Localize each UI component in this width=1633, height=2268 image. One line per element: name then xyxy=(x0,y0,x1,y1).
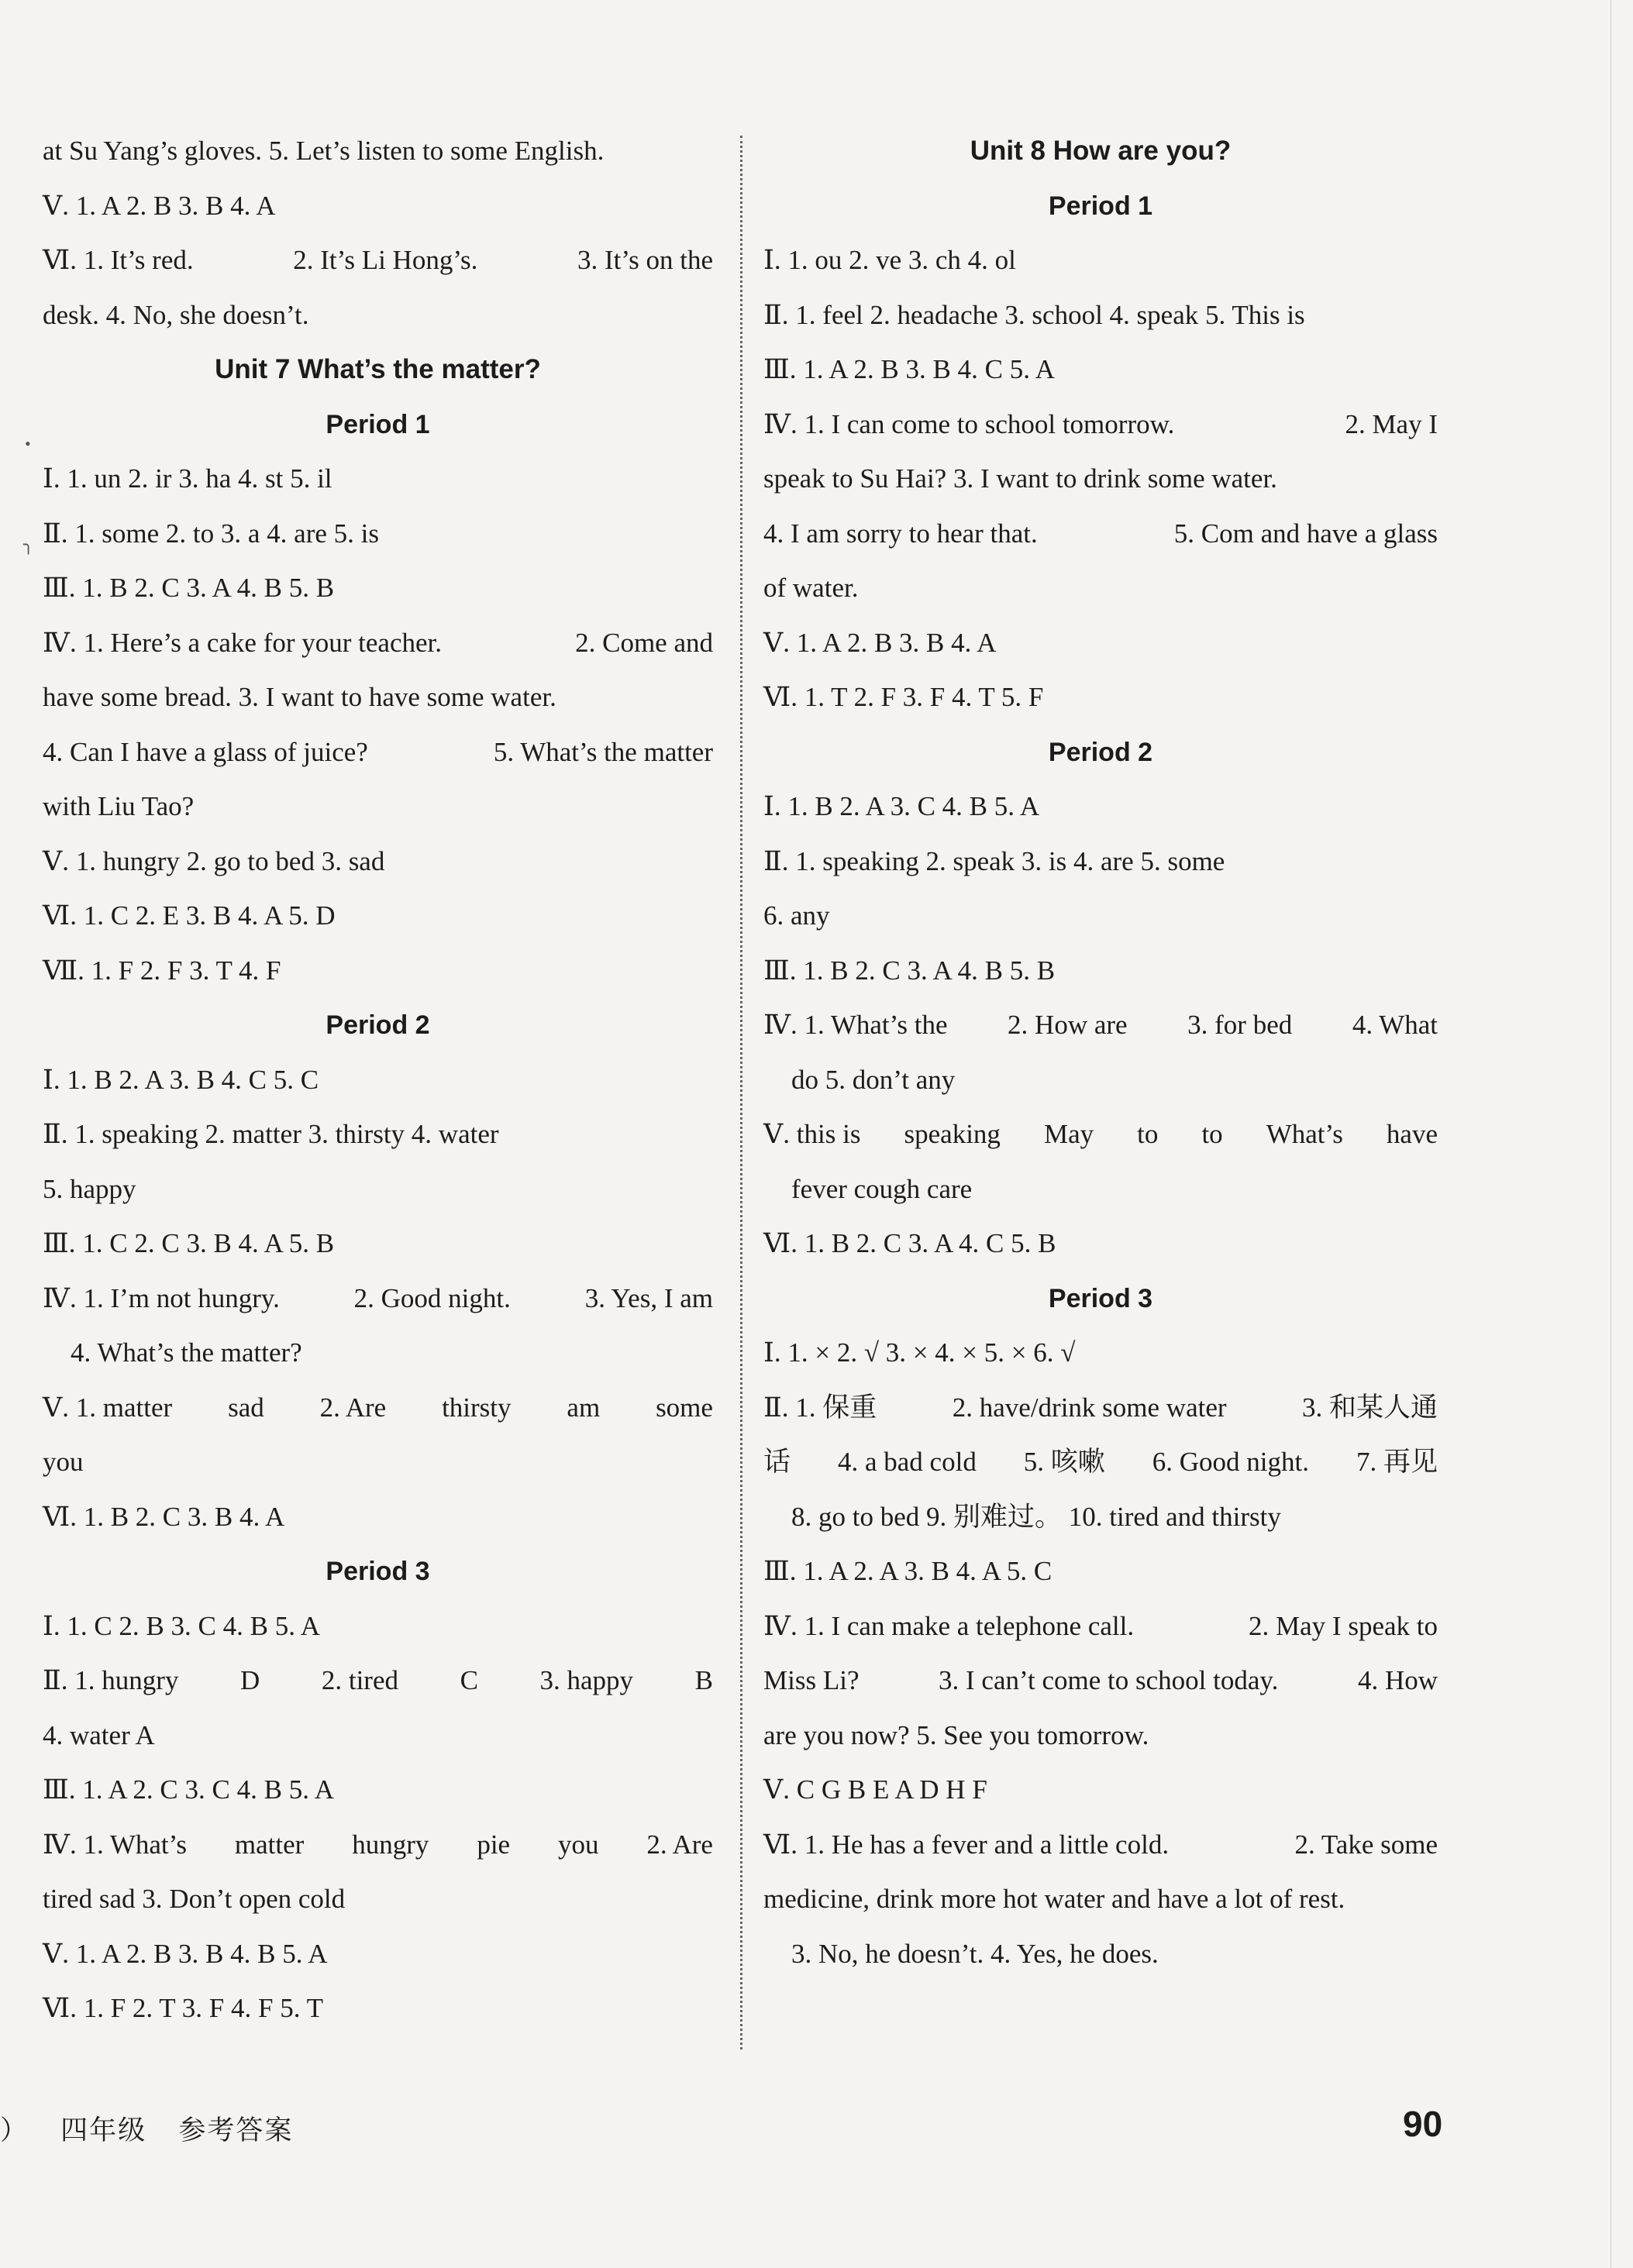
answer-segment: Ⅴ. this is xyxy=(763,1119,861,1149)
answer-line: 4. What’s the matter? xyxy=(71,1337,302,1368)
answer-segment: Ⅳ. 1. What’s xyxy=(43,1829,187,1860)
answer-segment: 2. tired xyxy=(321,1665,398,1695)
scan-mark: • xyxy=(25,434,31,453)
answer-line xyxy=(43,1818,713,1873)
answer-line: Ⅲ. 1. A 2. B 3. B 4. C 5. A xyxy=(763,354,1056,384)
answer-line xyxy=(43,1654,713,1709)
period-title: Period 2 xyxy=(326,1010,430,1040)
answer-segment: 5. What’s the matter xyxy=(493,736,713,767)
answer-line: Ⅴ. 1. A 2. B 3. B 4. A xyxy=(43,190,276,221)
answer-segment: hungry xyxy=(352,1829,429,1860)
answer-line: Ⅴ. 1. hungry 2. go to bed 3. sad xyxy=(43,845,385,876)
answer-segment: 3. happy xyxy=(539,1665,634,1695)
answer-segment: D xyxy=(240,1665,260,1695)
answer-segment: 3. I can’t come to school today. xyxy=(939,1665,1279,1695)
answer-segment: 6. Good night. xyxy=(1152,1447,1309,1477)
answer-segment: some xyxy=(656,1392,713,1423)
answer-segment: 4. What xyxy=(1352,1010,1438,1040)
answer-segment: to xyxy=(1137,1119,1159,1149)
answer-segment: 话 xyxy=(763,1447,791,1477)
answer-line: Ⅵ. 1. B 2. C 3. B 4. A xyxy=(43,1501,285,1532)
period-title: Period 3 xyxy=(1048,1283,1153,1313)
answer-segment: C xyxy=(460,1665,478,1695)
right-column xyxy=(763,124,1438,1981)
answer-segment: Ⅳ. 1. I’m not hungry. xyxy=(43,1282,280,1313)
answer-segment: Ⅳ. 1. I can come to school tomorrow. xyxy=(763,408,1175,439)
answer-line: Ⅱ. 1. speaking 2. matter 3. thirsty 4. water xyxy=(43,1119,499,1149)
answer-segment: thirsty xyxy=(442,1392,512,1423)
answer-line: 5. happy xyxy=(43,1173,136,1204)
answer-segment: 2. Take some xyxy=(1294,1829,1438,1860)
answer-line: Ⅲ. 1. A 2. A 3. B 4. A 5. C xyxy=(763,1556,1052,1586)
answer-line: Ⅱ. 1. speaking 2. speak 3. is 4. are 5. some xyxy=(763,845,1225,876)
answer-segment: 2. May I speak to xyxy=(1249,1610,1438,1641)
answer-segment: speaking xyxy=(904,1119,1001,1149)
answer-segment: 2. Good night. xyxy=(353,1282,511,1313)
answer-line: Ⅱ. 1. feel 2. headache 3. school 4. speak 5. This is xyxy=(763,299,1305,330)
answer-segment: to xyxy=(1201,1119,1223,1149)
footer xyxy=(0,2109,315,2148)
footer-bracket: ） xyxy=(0,2115,29,2146)
answer-line: at Su Yang’s gloves. 5. Let’s listen to some English. xyxy=(43,136,605,166)
answer-line xyxy=(763,507,1438,562)
answer-segment: 2. have/drink some water xyxy=(952,1392,1227,1423)
answer-segment: 2. How are xyxy=(1008,1010,1128,1040)
answer-line xyxy=(763,1599,1438,1654)
answer-segment: 4. I am sorry to hear that. xyxy=(763,518,1038,549)
answer-segment: Miss Li? xyxy=(763,1665,860,1695)
answer-line xyxy=(763,398,1438,453)
answer-segment: sad xyxy=(228,1392,264,1423)
answer-line: Ⅵ. 1. T 2. F 3. F 4. T 5. F xyxy=(763,682,1044,712)
answer-segment: 3. It’s on the xyxy=(577,245,713,275)
page-number: 90 xyxy=(1403,2104,1443,2144)
period-title: Period 1 xyxy=(326,409,430,439)
answer-segment: B xyxy=(694,1665,713,1695)
answer-line: Ⅶ. 1. F 2. F 3. T 4. F xyxy=(43,955,281,986)
answer-line: Ⅰ. 1. B 2. A 3. C 4. B 5. A xyxy=(763,791,1040,821)
answer-line: Ⅰ. 1. un 2. ir 3. ha 4. st 5. il xyxy=(43,463,332,494)
answer-segment: have xyxy=(1386,1119,1438,1149)
answer-line: of water. xyxy=(763,573,859,603)
answer-line: Ⅰ. 1. × 2. √ 3. × 4. × 5. × 6. √ xyxy=(763,1337,1076,1368)
answer-segment: Ⅱ. 1. hungry xyxy=(43,1665,179,1695)
answer-segment: matter xyxy=(234,1829,305,1860)
answer-line: have some bread. 3. I want to have some water. xyxy=(43,682,556,712)
answer-segment: 5. 咳嗽 xyxy=(1023,1447,1105,1477)
answer-segment: Ⅱ. 1. 保重 xyxy=(763,1392,877,1423)
answer-line: 3. No, he doesn’t. 4. Yes, he does. xyxy=(791,1938,1159,1969)
answer-line: Ⅰ. 1. B 2. A 3. B 4. C 5. C xyxy=(43,1064,319,1095)
answer-line: Ⅵ. 1. F 2. T 3. F 4. F 5. T xyxy=(43,1993,323,2023)
answer-line xyxy=(763,1381,1438,1436)
answer-segment: 2. It’s Li Hong’s. xyxy=(293,245,478,275)
answer-segment: 2. Come and xyxy=(575,627,713,658)
answer-line xyxy=(43,616,713,671)
answer-line: you xyxy=(43,1447,84,1477)
answer-line: 6. any xyxy=(763,900,830,931)
answer-line: Ⅲ. 1. B 2. C 3. A 4. B 5. B xyxy=(763,955,1056,986)
answer-segment: 5. Com and have a glass xyxy=(1173,518,1438,549)
column-divider xyxy=(740,136,742,2049)
answer-line: 8. go to bed 9. 别难过。 10. tired and thirsty xyxy=(791,1501,1281,1532)
answer-line xyxy=(763,1654,1438,1709)
answer-line: Ⅴ. C G B E A D H F xyxy=(763,1774,987,1805)
answer-line: Ⅵ. 1. C 2. E 3. B 4. A 5. D xyxy=(43,900,336,931)
answer-line xyxy=(763,1818,1438,1873)
answer-segment: 2. May I xyxy=(1345,408,1438,439)
period-title: Period 1 xyxy=(1048,191,1153,221)
answer-line: do 5. don’t any xyxy=(791,1064,956,1095)
answer-line: fever cough care xyxy=(791,1173,973,1204)
answer-segment: 3. 和某人通 xyxy=(1301,1392,1438,1423)
answer-line: tired sad 3. Don’t open cold xyxy=(43,1884,346,1914)
answer-line xyxy=(763,998,1438,1053)
answer-segment: What’s xyxy=(1266,1119,1343,1149)
answer-line: Ⅴ. 1. A 2. B 3. B 4. B 5. A xyxy=(43,1938,328,1969)
answer-segment: am xyxy=(567,1392,601,1423)
answer-line: with Liu Tao? xyxy=(43,791,195,821)
left-column xyxy=(43,124,713,2036)
unit-title: Unit 7 What’s the matter? xyxy=(215,354,541,384)
footer-grade: 四年级 xyxy=(60,2115,147,2146)
answer-segment: Ⅳ. 1. What’s the xyxy=(763,1010,948,1040)
answer-segment: pie xyxy=(477,1829,511,1860)
answer-line xyxy=(43,725,713,780)
answer-line: speak to Su Hai? 3. I want to drink some water. xyxy=(763,463,1277,494)
answer-segment: 3. Yes, I am xyxy=(584,1282,713,1313)
period-title: Period 2 xyxy=(1048,737,1153,767)
answer-segment: 4. How xyxy=(1357,1665,1438,1695)
unit-title: Unit 8 How are you? xyxy=(970,136,1232,166)
answer-segment: 4. Can I have a glass of juice? xyxy=(43,736,368,767)
answer-segment: 4. a bad cold xyxy=(837,1447,977,1477)
answer-segment: Ⅴ. 1. matter xyxy=(43,1392,173,1423)
answer-line xyxy=(43,1272,713,1327)
answer-segment: you xyxy=(558,1829,599,1860)
answer-segment: May xyxy=(1043,1119,1094,1149)
answer-line: Ⅲ. 1. B 2. C 3. A 4. B 5. B xyxy=(43,573,335,603)
answer-line: Ⅱ. 1. some 2. to 3. a 4. are 5. is xyxy=(43,518,379,549)
answer-segment: Ⅳ. 1. Here’s a cake for your teacher. xyxy=(43,627,443,658)
answer-line: 4. water A xyxy=(43,1719,155,1750)
footer-label: 参考答案 xyxy=(178,2115,294,2146)
answer-line: Ⅵ. 1. B 2. C 3. A 4. C 5. B xyxy=(763,1228,1056,1258)
answer-segment: 2. Are xyxy=(646,1829,713,1860)
period-title: Period 3 xyxy=(326,1557,430,1586)
answer-line: are you now? 5. See you tomorrow. xyxy=(763,1719,1149,1750)
answer-segment: Ⅳ. 1. I can make a telephone call. xyxy=(763,1610,1135,1641)
answer-segment: 2. Are xyxy=(319,1392,387,1423)
answer-segment: 3. for bed xyxy=(1187,1010,1293,1040)
answer-line: desk. 4. No, she doesn’t. xyxy=(43,299,309,330)
answer-line: Ⅲ. 1. C 2. C 3. B 4. A 5. B xyxy=(43,1228,335,1258)
answer-line: Ⅲ. 1. A 2. C 3. C 4. B 5. A xyxy=(43,1774,335,1805)
answer-segment: Ⅵ. 1. He has a fever and a little cold. xyxy=(763,1829,1170,1860)
answer-line: Ⅰ. 1. ou 2. ve 3. ch 4. ol xyxy=(763,245,1016,275)
answer-line xyxy=(763,1435,1438,1490)
answer-line: Ⅰ. 1. C 2. B 3. C 4. B 5. A xyxy=(43,1610,321,1641)
scan-mark: ╮ xyxy=(23,535,34,554)
answer-line: medicine, drink more hot water and have a lot of rest. xyxy=(763,1884,1345,1914)
answer-line xyxy=(43,233,713,288)
answer-line: Ⅴ. 1. A 2. B 3. B 4. A xyxy=(763,627,997,658)
answer-line xyxy=(763,1107,1438,1162)
answer-segment: Ⅵ. 1. It’s red. xyxy=(43,245,194,275)
answer-segment: 7. 再见 xyxy=(1356,1447,1438,1477)
answer-line xyxy=(43,1381,713,1436)
